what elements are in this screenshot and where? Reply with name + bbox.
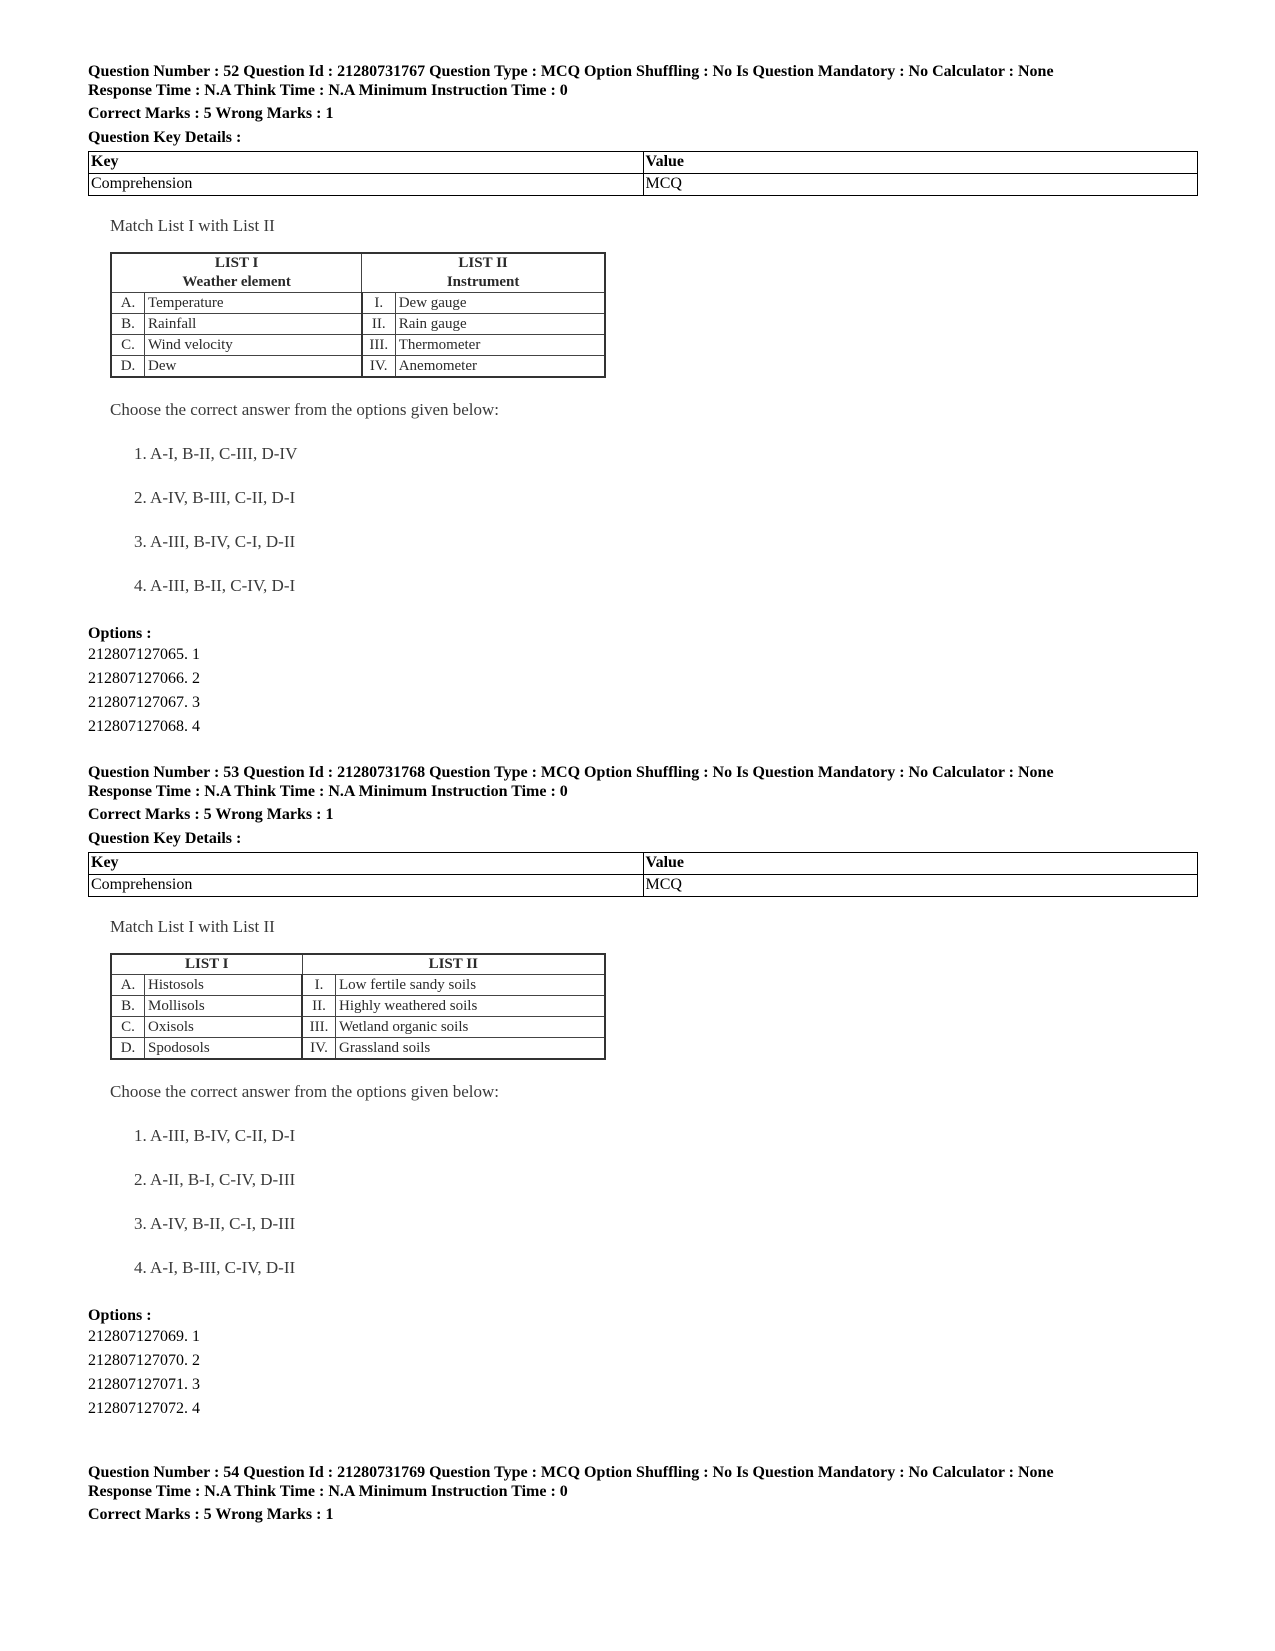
answer-options [110,1126,1198,1278]
table-row: C. Wind velocity III. Thermometer [111,335,605,356]
choose-instruction: Choose the correct answer from the options given below: [110,400,500,419]
question-54 [88,1463,1198,1524]
table-row: B. Mollisols II. Highly weathered soils [111,996,605,1017]
key-cell: Comprehension [89,174,644,196]
answer-option: 1. A-III, B-IV, C-II, D-I [134,1126,296,1145]
table-row: C. Oxisols III. Wetland organic soils [111,1017,605,1038]
question-meta-line1: Question Number : 54 Question Id : 21280731769 Question Type : MCQ Option Shuffling : No Is Question Mandatory : No Calculator : None [88,1464,1054,1481]
option-item: 212807127070. 2 [88,1352,200,1369]
table-row: D. Dew IV. Anemometer [111,356,605,378]
question-meta-line1: Question Number : 52 Question Id : 21280731767 Question Type : MCQ Option Shuffling : No Is Question Mandatory : No Calculator : None [88,63,1054,80]
list2-header: LIST II [302,954,605,975]
answer-option: 4. A-III, B-II, C-IV, D-I [134,576,296,595]
options-label: Options : [88,625,152,642]
value-cell: MCQ [643,174,1198,196]
match-table [110,953,606,1060]
question-meta-line2: Response Time : N.A Think Time : N.A Minimum Instruction Time : 0 [88,1483,568,1500]
answer-option: 1. A-I, B-II, C-III, D-IV [134,444,298,463]
value-header: Value [643,853,1198,875]
answer-options [110,444,1198,596]
option-item: 212807127072. 4 [88,1400,200,1417]
option-item: 212807127065. 1 [88,646,200,663]
option-item: 212807127071. 3 [88,1376,200,1393]
answer-option: 3. A-III, B-IV, C-I, D-II [134,532,296,551]
list1-header: LIST I Weather element [111,253,362,293]
question-meta-line1: Question Number : 53 Question Id : 21280731768 Question Type : MCQ Option Shuffling : No Is Question Mandatory : No Calculator : None [88,764,1054,781]
option-item: 212807127068. 4 [88,718,200,735]
option-item: 212807127069. 1 [88,1328,200,1345]
question-meta-line2: Response Time : N.A Think Time : N.A Minimum Instruction Time : 0 [88,82,568,99]
question-53 [88,763,1198,1421]
match-table [110,252,606,378]
value-header: Value [643,152,1198,174]
list1-header: LIST I [111,954,302,975]
key-header: Key [89,853,644,875]
marks-line: Correct Marks : 5 Wrong Marks : 1 [88,1506,334,1523]
table-row: D. Spodosols IV. Grassland soils [111,1038,605,1060]
list2-header: LIST II Instrument [362,253,605,293]
question-image [110,216,1198,596]
key-header: Key [89,152,644,174]
marks-line: Correct Marks : 5 Wrong Marks : 1 [88,806,334,823]
question-meta-line2: Response Time : N.A Think Time : N.A Minimum Instruction Time : 0 [88,783,568,800]
key-details-table [88,151,1198,196]
table-row: B. Rainfall II. Rain gauge [111,314,605,335]
options-label: Options : [88,1307,152,1324]
answer-option: 2. A-IV, B-III, C-II, D-I [134,488,296,507]
value-cell: MCQ [643,875,1198,897]
key-details-label: Question Key Details : [88,830,242,847]
answer-option: 3. A-IV, B-II, C-I, D-III [134,1214,296,1233]
question-intro: Match List I with List II [110,917,275,936]
table-row: A. Temperature I. Dew gauge [111,293,605,314]
question-image [110,917,1198,1278]
choose-instruction: Choose the correct answer from the options given below: [110,1082,500,1101]
option-item: 212807127066. 2 [88,670,200,687]
answer-option: 2. A-II, B-I, C-IV, D-III [134,1170,296,1189]
key-details-table [88,852,1198,897]
question-52 [88,62,1198,739]
answer-option: 4. A-I, B-III, C-IV, D-II [134,1258,296,1277]
option-item: 212807127067. 3 [88,694,200,711]
question-intro: Match List I with List II [110,216,275,235]
marks-line: Correct Marks : 5 Wrong Marks : 1 [88,105,334,122]
key-details-label: Question Key Details : [88,129,242,146]
key-cell: Comprehension [89,875,644,897]
table-row: A. Histosols I. Low fertile sandy soils [111,975,605,996]
